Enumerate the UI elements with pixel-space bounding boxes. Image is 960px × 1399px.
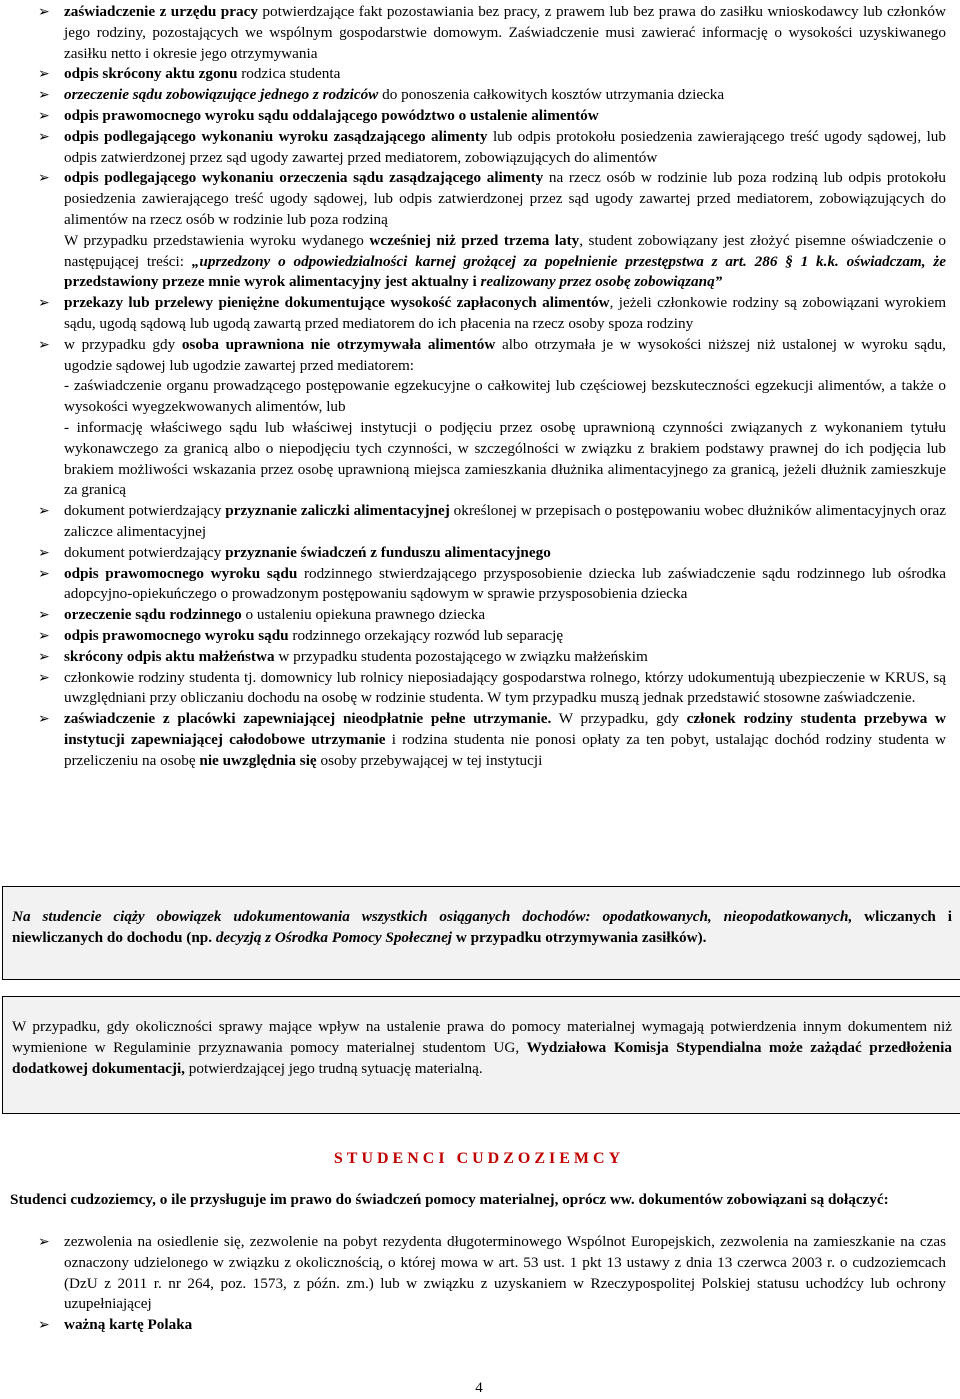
income-notice-box: Na studencie ciąży obowiązek udokumentowania wszystkich osiąganych dochodów: opodatkowanych, nieopodatkowanych, wliczanych i niewliczanych do dochodu (np. decyzją z Ośrodka Pomocy Społecznej w przypadku otrzymywania zasiłków). [2,886,960,980]
arrow-bullet-icon: ➢ [38,128,50,145]
arrow-bullet-icon: ➢ [38,107,50,124]
list-item-institution: ➢ zaświadczenie z placówki zapewniającej nieodpłatnie pełne utrzymanie. W przypadku, gdy członek rodziny studenta przebywa w instytucji zapewniającej całodobowe utrzymanie i rodzina studenta nie ponosi opłaty za ten pobyt, ustalając dochód rodziny studenta w przeliczeniu na osobę nie uwzględnia się osoby przebywającej w tej instytucji [38,710,946,769]
arrow-bullet-icon: ➢ [38,1317,50,1334]
list-item: ➢ dokument potwierdzający przyznanie świadczeń z funduszu alimentacyjnego [0,543,946,564]
list-item: ➢ orzeczenie sądu rodzinnego o ustaleniu opiekuna prawnego dziecka [0,605,946,626]
arrow-bullet-icon: ➢ [38,669,50,686]
arrow-bullet-icon: ➢ [38,711,50,728]
list-item: ➢ odpis prawomocnego wyroku sądu rodzinnego stwierdzającego przysposobienie dziecka lub zaświadczenie sądu rodzinnego lub ośrodka adopcyjno-opiekuńczego o prowadzonym postępowaniu sądowym w sprawie przysposobienia dziecka [38,564,946,603]
arrow-bullet-icon: ➢ [38,66,50,83]
arrow-bullet-icon: ➢ [38,503,50,520]
list-item: ➢ dokument potwierdzający przyznanie zaliczki alimentacyjnej określonej w przepisach o postępowaniu wobec dłużników alimentacyjnych oraz zaliczce alimentacyjnej [38,502,947,540]
page-number: 4 [475,1380,483,1396]
arrow-bullet-icon: ➢ [38,648,50,665]
arrow-bullet-icon: ➢ [38,544,50,561]
list-item-alimony: ➢ odpis podlegającego wykonaniu orzeczenia sądu zasądzającego alimenty na rzecz osób w rodzinie lub poza rodziną lub odpis protokołu posiedzenia zawierającego treść ugody sądowej, lub odpis zatwierdzonej przez sąd ugody zawartej przed mediatorem, zobowiązujących do alimentów na rzecz osób w rodzinie lub poza rodziną W przypadku przedstawienia wyroku wydanego wcześniej niż przed trzema laty, student zobowiązany jest złożyć pisemne oświadczenie o następującej treści: „uprzedzony o odpowiedzialności karnej grożącej za popełnienie przestępstwa z art. 286 § 1 k.k. oświadczam, że przedstawiony przeze mnie wyrok alimentacyjny jest aktualny i realizowany przez osobę zobowiązaną” [0,168,946,293]
list-item: ➢ przekazy lub przelewy pieniężne dokumentujące wysokość zapłaconych alimentów, jeżeli członkowie rodziny są zobowiązani wyrokiem sądu, ugodą sądową lub ugodą zawartą przed mediatorem do ich płacenia na rzecz osoby spoza rodziny [38,294,947,332]
list-item-not-received: ➢ w przypadku gdy osoba uprawniona nie otrzymywała alimentów albo otrzymała je w wysokości niższej niż ustalonej w wyroku sądu, ugodzie sądowej lub ugodzie zawartej przed mediatorem: - zaświadczenie organu prowadzącego postępowanie egzekucyjne o całkowitej lub częściowej bezskuteczności egzekucji alimentów, a także o wysokości wyegzekwowanych alimentów, lub - informację właściwego sądu lub właściwej instytucji o podjęciu przez osobę uprawnioną czynności związanych z wykonaniem tytułu wykonawczego za granicą albo o niepodjęciu tych czynności, w szczególności w związku z brakiem podstawy prawnej do ich podjęcia lub brakiem możliwości wskazania przez osobę uprawnioną miejsca zamieszkania dłużnika alimentacyjnego za granicą, jeżeli dłużnik zamieszkuje za granicą [0,335,946,501]
arrow-bullet-icon: ➢ [38,565,50,582]
sub-point: - zaświadczenie organu prowadzącego postępowanie egzekucyjne o całkowitej lub częściowej bezskuteczności egzekucji alimentów, a także o wysokości wyegzekwowanych alimentów, lub [64,377,946,416]
documents-list [0,2,946,771]
list-item: ➢ członkowie rodziny studenta tj. domownicy lub rolnicy nieposiadający gospodarstwa rolnego, którzy udokumentują ubezpieczenie w KRUS, są uwzględniani przy obliczaniu dochodu na osobę w rodzinie studenta. W tym przypadku muszą jednak przedstawić stosowne zaświadczenie. [38,668,946,707]
arrow-bullet-icon: ➢ [38,170,50,187]
list-item: ➢ ważną kartę Polaka [0,1315,946,1336]
arrow-bullet-icon: ➢ [38,295,50,312]
additional-documents-box: W przypadku, gdy okoliczności sprawy mające wpływ na ustalenie prawa do pomocy materialnej wymagają potwierdzenia innym dokumentem niż wymienione w Regulaminie przyznawania pomocy materialnej studentom UG, Wydziałowa Komisja Stypendialna może zażądać przedłożenia dodatkowej dokumentacji, potwierdzającej jego trudną sytuację materialną. [2,996,960,1114]
foreigners-list [0,1232,946,1336]
arrow-bullet-icon: ➢ [38,4,50,20]
sub-point: - informację właściwego sądu lub właściwej instytucji o podjęciu przez osobę uprawnioną czynności związanych z wykonaniem tytułu wykonawczego za granicą albo o niepodjęciu tych czynności, w szczególności w związku z brakiem podstawy prawnej do ich podjęcia lub brakiem możliwości wskazania przez osobę uprawnioną miejsca zamieszkania dłużnika alimentacyjnego za granicą, jeżeli dłużnik zamieszkuje za granicą [64,418,946,499]
list-item: ➢ odpis skrócony aktu zgonu rodzica studenta [0,64,946,85]
section-heading: STUDENCI CUDZOZIEMCY [333,1150,625,1167]
list-item: ➢ odpis podlegającego wykonaniu wyroku zasądzającego alimenty lub odpis protokołu posiedzenia zawierającego treść ugody sądowej, lub odpis zatwierdzonej przez sąd ugody zawartej przed mediatorem, zobowiązujących do alimentów [38,127,946,166]
list-item: ➢ orzeczenie sądu zobowiązujące jednego z rodziców do ponoszenia całkowitych kosztów utrzymania dziecka [0,85,946,106]
list-item: ➢ odpis prawomocnego wyroku sądu rodzinnego orzekający rozwód lub separację [0,626,946,647]
list-item: ➢ skrócony odpis aktu małżeństwa w przypadku studenta pozostającego w związku małżeńskim [0,647,946,668]
alimony-note: W przypadku przedstawienia wyroku wydanego wcześniej niż przed trzema laty, student zobowiązany jest złożyć pisemne oświadczenie o następującej treści: „uprzedzony o odpowiedzialności karnej grożącej za popełnienie przestępstwa z art. 286 § 1 k.k. oświadczam, że przedstawiony przeze mnie wyrok alimentacyjny jest aktualny i realizowany przez osobę zobowiązaną” [64,231,947,291]
arrow-bullet-icon: ➢ [38,627,50,644]
list-item: ➢ zezwolenia na osiedlenie się, zezwolenie na pobyt rezydenta długoterminowego Wspólnot Europejskich, zezwolenia na zamieszkanie na czas oznaczony udzielonego w związku z okolicznością, o której mowa w art. 53 ust. 1 pkt 13 ustawy z dnia 13 czerwca 2003 r. o cudzoziemcach (DzU z 2011 r. nr 264, poz. 1573, z późn. zm.) lub w związku z uzyskaniem w Rzeczypospolitej Polskiej statusu uchodźcy lub ochrony uzupełniającej [38,1233,946,1313]
arrow-bullet-icon: ➢ [38,336,50,353]
list-item: ➢ zaświadczenie z urzędu pracy potwierdzające fakt pozostawiania bez pracy, z prawem lub bez prawa do zasiłku wnioskodawcy lub członków jego rodziny, pozostających we wspólnym gospodarstwie domowym. Zaświadczenie musi zawierać informację o wysokości uzyskiwanego zasiłku netto i okresie jego otrzymywania [38,3,946,62]
arrow-bullet-icon: ➢ [38,607,50,624]
foreigners-intro: Studenci cudzoziemcy, o ile przysługuje im prawo do świadczeń pomocy materialnej, oprócz ww. dokumentów zobowiązani są dołączyć: [10,1191,889,1208]
arrow-bullet-icon: ➢ [38,87,50,104]
arrow-bullet-icon: ➢ [38,1234,50,1250]
list-item: ➢ odpis prawomocnego wyroku sądu oddalającego powództwo o ustalenie alimentów [0,106,946,127]
